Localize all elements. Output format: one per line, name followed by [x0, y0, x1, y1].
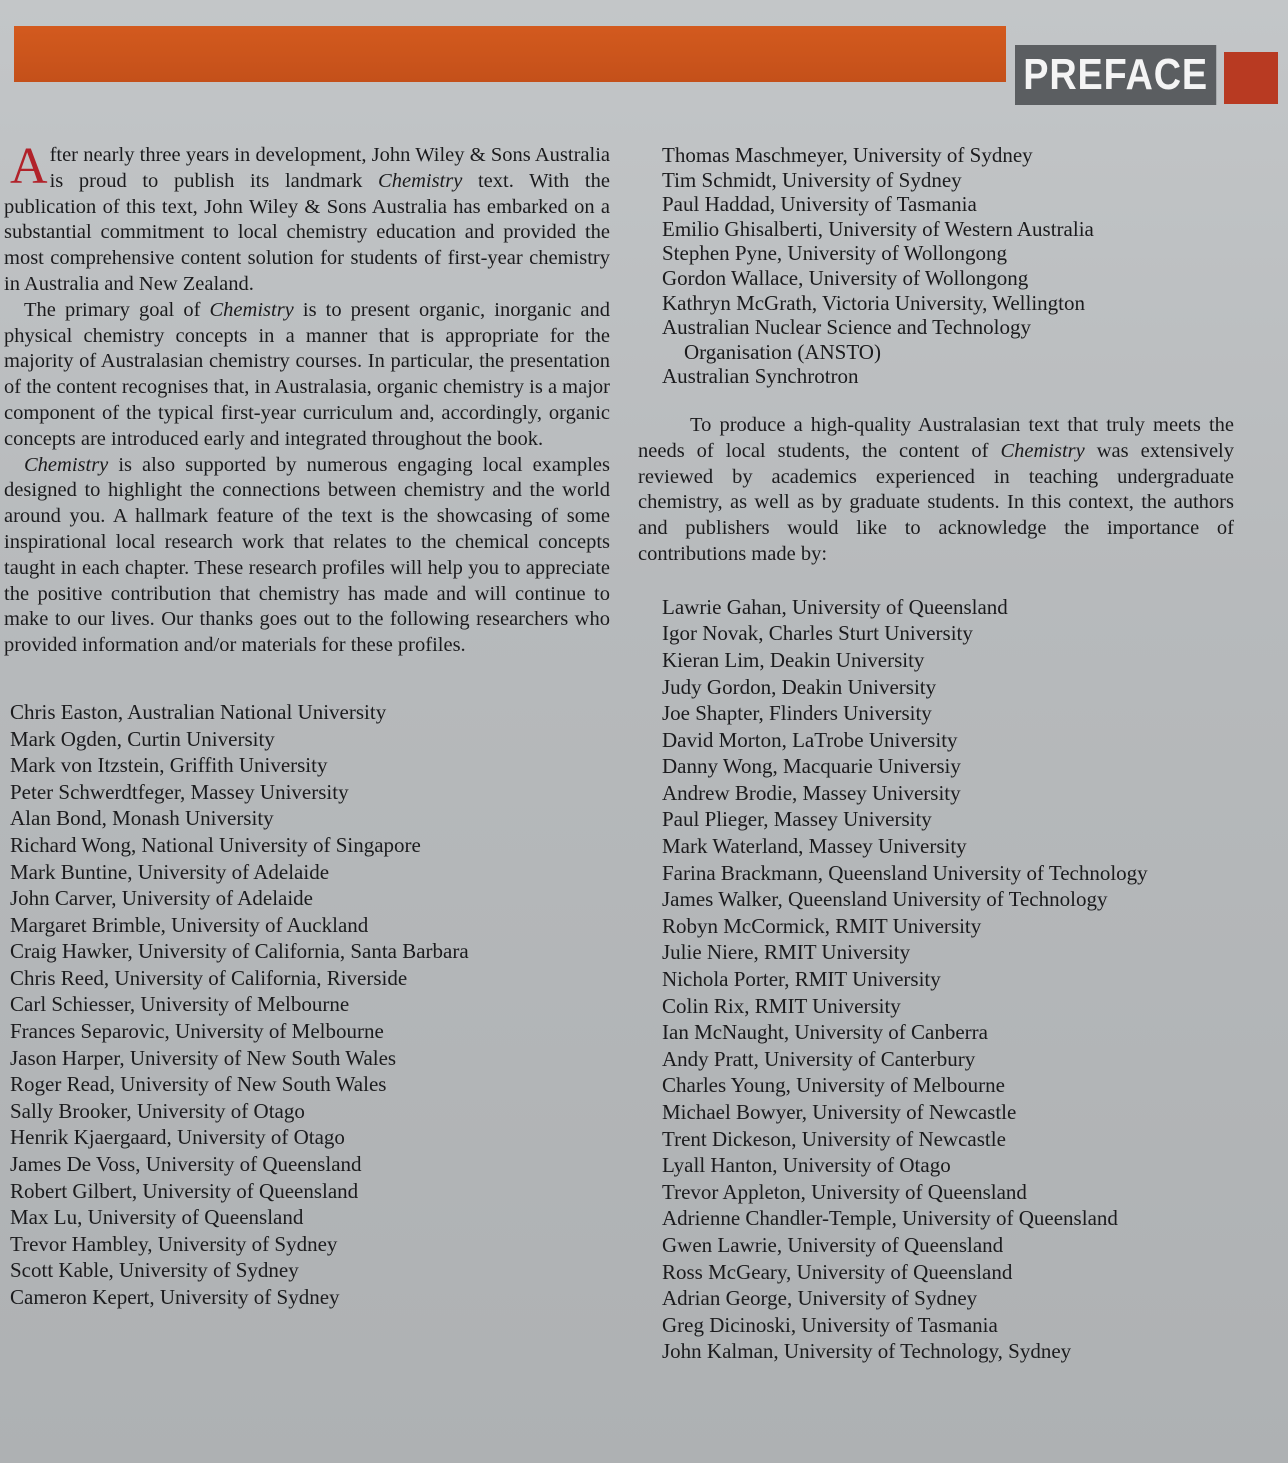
reviewer-list-item: Adrian George, University of Sydney	[662, 1286, 978, 1311]
intro-p2-text-a: The primary goal of	[24, 298, 210, 321]
intro-p2-title-italic: Chemistry	[209, 298, 294, 321]
reviewer-list-item: Adrienne Chandler-Temple, University of Queensland	[662, 1206, 1118, 1231]
researcher-list-item: John Carver, University of Adelaide	[10, 886, 314, 911]
researcher-list-item: Jason Harper, University of New South Wales	[10, 1045, 397, 1070]
researcher-list-item: Mark Ogden, Curtin University	[10, 726, 275, 751]
reviewer-list-item: Ross McGeary, University of Queensland	[662, 1259, 1013, 1284]
researcher-list-item: Alan Bond, Monash University	[10, 806, 274, 831]
researcher-list-item: Emilio Ghisalberti, University of Western Australia	[662, 216, 1094, 241]
right-column	[638, 143, 1234, 1365]
researcher-list-item: Frances Separovic, University of Melbourne	[10, 1019, 384, 1044]
intro-p2-text-b: is to present organic, inorganic and physical chemistry concepts in a manner that is appropriate for the majority of Australasian chemistry courses. In particular, the presentation of the content recognises that, in Australasia, organic chemistry is a major component of the typical first-year curriculum and, accordingly, organic concepts are introduced early and integrated throughout the book.	[4, 298, 611, 450]
researcher-list-item: Peter Schwerdtfeger, Massey University	[10, 779, 349, 804]
reviewer-list-item: Mark Waterland, Massey University	[662, 834, 967, 859]
researcher-list-item: Paul Haddad, University of Tasmania	[662, 192, 977, 217]
researcher-list-item: Mark von Itzstein, Griffith University	[10, 753, 328, 778]
researcher-list-item: Mark Buntine, University of Adelaide	[10, 859, 330, 884]
researcher-list-item: Craig Hawker, University of California, Santa Barbara	[10, 939, 469, 964]
reviewer-list-item: John Kalman, University of Technology, Sydney	[662, 1339, 1072, 1364]
reviewer-list-item: Joe Shapter, Flinders University	[662, 701, 932, 726]
intro-p1-text-b: text. With the publication of this text, John Wiley & Sons Australia has embarked on a substantial commitment to local chemistry education and provided the most comprehensive content solution for students of first-year chemistry in Australia and New Zealand.	[4, 169, 610, 295]
review-text-a: To produce a high-quality Australasian text that truly meets the needs of local students, the content of	[638, 413, 1234, 462]
reviewer-list-item: Kieran Lim, Deakin University	[662, 647, 925, 672]
intro-paragraph-3	[4, 453, 610, 659]
researcher-list-item: Stephen Pyne, University of Wollongong	[662, 241, 1007, 266]
intro-paragraph-1	[4, 138, 610, 298]
reviewer-list-item: Greg Dicinoski, University of Tasmania	[662, 1312, 998, 1337]
researcher-list-item: Australian Nuclear Science and Technology	[662, 315, 1032, 340]
intro-p1-title-italic: Chemistry	[378, 169, 463, 192]
header-accent-bar	[14, 26, 1006, 82]
researcher-list-item: Chris Reed, University of California, Riverside	[10, 965, 408, 990]
reviewer-list-item: Igor Novak, Charles Sturt University	[662, 621, 973, 646]
reviewer-list-item: Trent Dickeson, University of Newcastle	[662, 1126, 1006, 1151]
reviewer-list-item: Lyall Hanton, University of Otago	[662, 1153, 951, 1178]
intro-p1-text-a: fter nearly three years in development, John Wiley & Sons Australia is proud to publish its landmark	[49, 144, 610, 192]
reviewer-list-item: Julie Niere, RMIT University	[662, 940, 911, 965]
left-column	[4, 138, 611, 1311]
reviewer-list-item: Michael Bowyer, University of Newcastle	[662, 1100, 1017, 1124]
reviewer-list-item: Charles Young, University of Melbourne	[662, 1073, 1005, 1098]
researcher-list-continued	[638, 143, 1234, 389]
reviewer-list-item: Colin Rix, RMIT University	[662, 993, 901, 1018]
reviewer-list-item: Andrew Brodie, Massey University	[662, 780, 961, 805]
researcher-list-item: Carl Schiesser, University of Melbourne	[10, 992, 350, 1017]
reviewer-list-item: Robyn McCormick, RMIT University	[662, 913, 982, 938]
researcher-list-item: Chris Easton, Australian National University	[10, 699, 387, 724]
researcher-list-item: Organisation (ANSTO)	[684, 339, 881, 364]
reviewer-list	[638, 594, 1234, 1365]
reviewer-list-item: Andy Pratt, University of Canterbury	[662, 1046, 976, 1071]
page-title: PREFACE	[1015, 45, 1216, 105]
researcher-list	[4, 699, 610, 1311]
reviewer-list-item: Trevor Appleton, University of Queensland	[662, 1179, 1027, 1204]
researcher-list-item: Margaret Brimble, University of Auckland	[10, 912, 369, 937]
researcher-list-item: Roger Read, University of New South Wales	[10, 1072, 387, 1097]
reviewer-list-item: David Morton, LaTrobe University	[662, 727, 958, 752]
researcher-list-item: James De Voss, University of Queensland	[10, 1152, 362, 1177]
researcher-list-item: Australian Synchrotron	[662, 364, 859, 389]
researcher-list-item: Kathryn McGrath, Victoria University, Wellington	[662, 290, 1085, 315]
reviewer-list-item: Judy Gordon, Deakin University	[662, 674, 937, 699]
intro-p3-title-italic: Chemistry	[24, 453, 109, 476]
review-paragraph	[638, 413, 1234, 568]
researcher-list-item: Richard Wong, National University of Singapore	[10, 832, 421, 857]
reviewer-list-item: James Walker, Queensland University of Technology	[662, 887, 1108, 912]
reviewer-list-item: Danny Wong, Macquarie Universiy	[662, 754, 961, 779]
researcher-list-item: Thomas Maschmeyer, University of Sydney	[662, 143, 1033, 167]
researcher-list-item: Henrik Kjaergaard, University of Otago	[10, 1125, 345, 1150]
researcher-list-item: Scott Kable, University of Sydney	[10, 1258, 299, 1283]
review-text-b: was extensively reviewed by academics experienced in teaching undergraduate chemistry, as well as by graduate students. In this context, the authors and publishers would like to acknowledge the importance of contributions made by:	[638, 439, 1234, 565]
researcher-list-item: Robert Gilbert, University of Queensland	[10, 1178, 359, 1203]
intro-p3-text-b: is also supported by numerous engaging local examples designed to highlight the connections between chemistry and the world around you. A hallmark feature of the text is the showcasing of some inspirational local research work that relates to the chemical concepts taught in each chapter. These research profiles will help you to appreciate the positive contribution that chemistry has made and will continue to make to our lives. Our thanks goes out to the following researchers who provided information and/or materials for these profiles.	[4, 453, 610, 657]
researcher-list-item: Trevor Hambley, University of Sydney	[10, 1231, 338, 1256]
researcher-list-item: Max Lu, University of Queensland	[10, 1205, 304, 1230]
reviewer-list-item: Farina Brackmann, Queensland University of Technology	[662, 860, 1148, 885]
drop-cap: A	[10, 138, 48, 195]
reviewer-list-item: Nichola Porter, RMIT University	[662, 967, 941, 992]
reviewer-list-item: Ian McNaught, University of Canberra	[662, 1020, 988, 1045]
intro-paragraph-2	[4, 298, 610, 453]
reviewer-list-item: Lawrie Gahan, University of Queensland	[662, 594, 1008, 619]
researcher-list-item: Gordon Wallace, University of Wollongong	[662, 265, 1029, 290]
researcher-list-item: Tim Schmidt, University of Sydney	[662, 167, 962, 192]
reviewer-list-item: Paul Plieger, Massey University	[662, 807, 932, 832]
reviewer-list-item: Gwen Lawrie, University of Queensland	[662, 1232, 1004, 1257]
researcher-list-item: Cameron Kepert, University of Sydney	[10, 1285, 340, 1309]
header-corner-block	[1224, 52, 1278, 104]
researcher-list-item: Sally Brooker, University of Otago	[10, 1098, 305, 1123]
review-title-italic: Chemistry	[1000, 439, 1085, 462]
